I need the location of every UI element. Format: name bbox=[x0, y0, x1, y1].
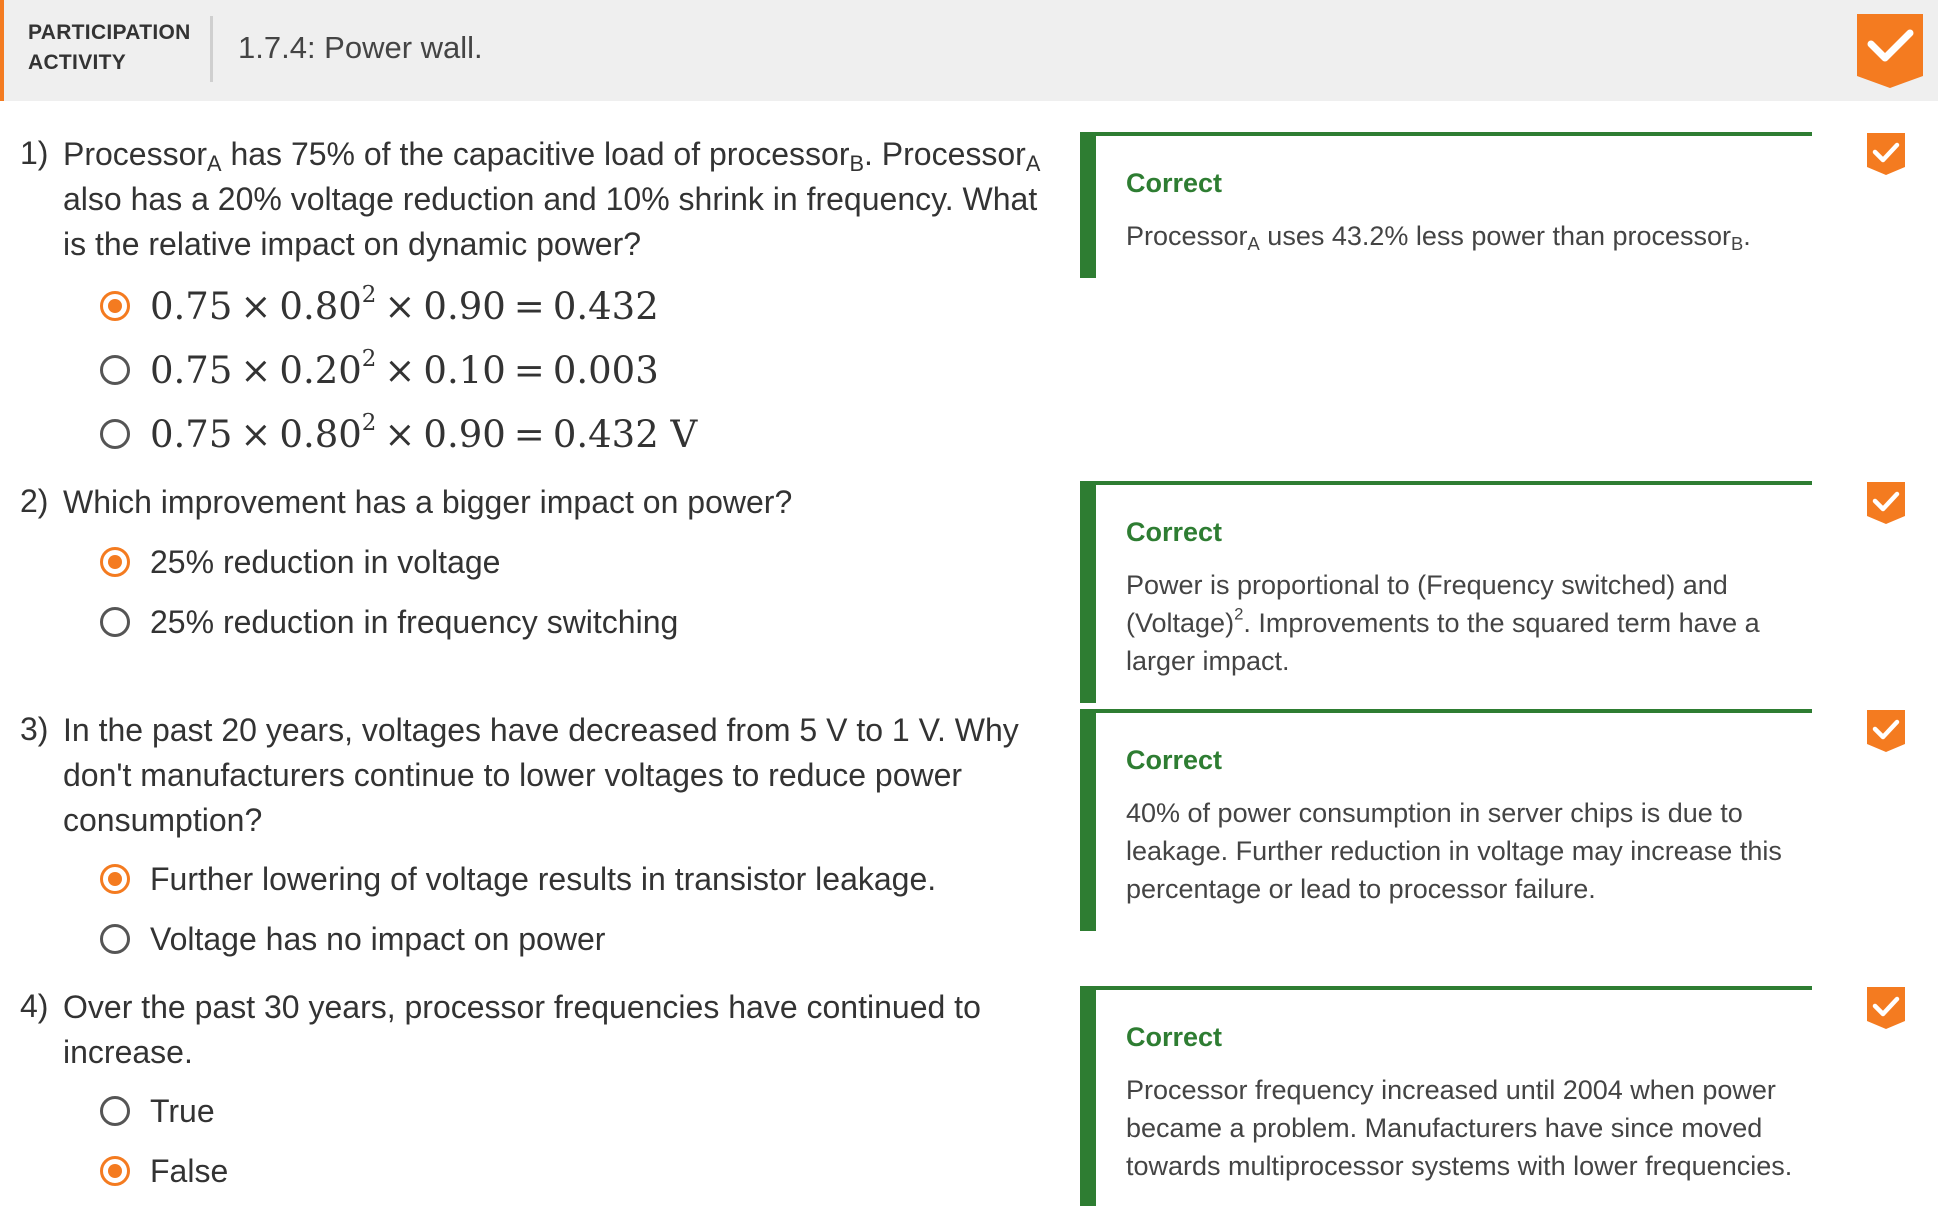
radio-selected[interactable] bbox=[100, 547, 130, 577]
feedback-text: Processor frequency increased until 2004 when power became a problem. Manufacturers have since moved towards multiprocessor systems with lower frequencies. bbox=[1126, 1075, 1793, 1181]
question-2-option-1[interactable] bbox=[100, 538, 500, 586]
question-3-option-1[interactable] bbox=[100, 855, 936, 903]
radio-selected[interactable] bbox=[100, 291, 130, 321]
option-label: False bbox=[150, 1152, 229, 1189]
radio-unselected[interactable] bbox=[100, 924, 130, 954]
question-2-option-2[interactable] bbox=[100, 598, 678, 646]
radio-unselected[interactable] bbox=[100, 355, 130, 385]
feedback-text: Processor$_A$ uses 43.2% less power than processor$_B$. bbox=[1126, 221, 1751, 255]
question-3-check-icon bbox=[1867, 710, 1905, 752]
header-divider bbox=[210, 16, 213, 82]
question-4-option-true[interactable] bbox=[100, 1087, 215, 1135]
question-1-text: Processor$_A$ has 75% of the capacitive load of processor$_B$. Processor$_A$ also has a 20% voltage reduction and 10% shrink in frequency. What is the relative impact on dynamic power? bbox=[63, 136, 1041, 262]
question-1-option-1[interactable] bbox=[100, 282, 659, 330]
radio-selected[interactable] bbox=[100, 864, 130, 894]
feedback-title: Correct bbox=[1126, 745, 1223, 775]
participation-activity-label: PARTICIPATION ACTIVITY bbox=[28, 21, 191, 74]
question-4-feedback bbox=[1080, 986, 1812, 1206]
question-4-text: Over the past 30 years, processor frequencies have continued to increase. bbox=[63, 989, 981, 1070]
activity-header bbox=[0, 0, 1938, 101]
question-4-number: 4) bbox=[20, 988, 49, 1024]
question-3-option-2[interactable] bbox=[100, 915, 605, 963]
option-formula: $0.75 \times 0.80^2 \times 0.90 = 0.432$ V bbox=[150, 409, 698, 456]
question-1-number: 1) bbox=[20, 135, 49, 171]
radio-unselected[interactable] bbox=[100, 607, 130, 637]
option-label: Voltage has no impact on power bbox=[150, 920, 606, 957]
radio-unselected[interactable] bbox=[100, 419, 130, 449]
feedback-text: 40% of power consumption in server chips is due to leakage. Further reduction in voltage may increase this percentage or lead to processor failure. bbox=[1126, 798, 1782, 904]
question-1-feedback bbox=[1080, 132, 1812, 278]
feedback-title: Correct bbox=[1126, 168, 1223, 198]
question-1-check-icon bbox=[1867, 133, 1905, 175]
option-formula: $0.75 \times 0.20^2 \times 0.10 = 0.003$ bbox=[150, 345, 659, 392]
question-2-feedback bbox=[1080, 481, 1812, 703]
question-4-check-icon bbox=[1867, 987, 1905, 1029]
option-label: 25% reduction in frequency switching bbox=[150, 603, 679, 640]
radio-unselected[interactable] bbox=[100, 1096, 130, 1126]
question-2-check-icon bbox=[1867, 482, 1905, 524]
option-formula: $0.75 \times 0.80^2 \times 0.90 = 0.432$ bbox=[150, 281, 659, 328]
completion-check-icon bbox=[1857, 14, 1923, 88]
question-2-number: 2) bbox=[20, 483, 49, 519]
feedback-title: Correct bbox=[1126, 1022, 1223, 1052]
question-2-text: Which improvement has a bigger impact on power? bbox=[63, 484, 793, 520]
feedback-text: Power is proportional to (Frequency switched) and (Voltage)$^2$. Improvements to the squared term have a larger impact. bbox=[1126, 570, 1760, 676]
question-3-text: In the past 20 years, voltages have decreased from 5 V to 1 V. Why don't manufacturers continue to lower voltages to reduce power consumption? bbox=[63, 712, 1019, 838]
radio-selected[interactable] bbox=[100, 1156, 130, 1186]
question-3-number: 3) bbox=[20, 711, 49, 747]
question-1-option-3[interactable] bbox=[100, 410, 697, 458]
question-4-option-false[interactable] bbox=[100, 1147, 228, 1195]
feedback-title: Correct bbox=[1126, 517, 1223, 547]
question-1-option-2[interactable] bbox=[100, 346, 659, 394]
option-label: 25% reduction in voltage bbox=[150, 543, 501, 580]
option-label: True bbox=[150, 1092, 215, 1129]
activity-title: 1.7.4: Power wall. bbox=[238, 30, 483, 65]
question-3-feedback bbox=[1080, 709, 1812, 931]
option-label: Further lowering of voltage results in transistor leakage. bbox=[150, 860, 937, 897]
